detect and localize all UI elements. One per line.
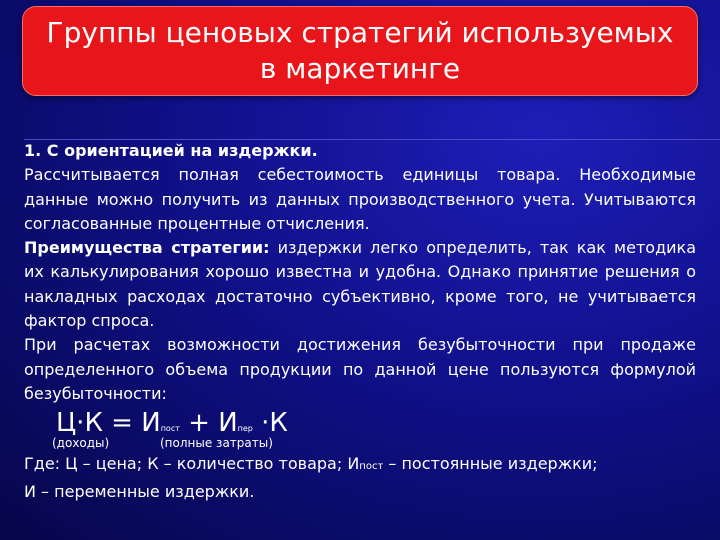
advantages-label: Преимущества стратегии: [24,238,270,258]
slide-body [24,139,696,504]
formula-labels [24,434,696,452]
paragraph-advantages [24,236,696,333]
where-line-1-a: Где: Ц – цена; К – количество товара; И [24,454,360,474]
where-line-1-sub: пост [359,461,384,473]
formula-sub-fixed: пост [160,424,180,434]
paragraph-cost-calculation: Рассчитывается полная себестоимость единицы товара. Необходимые данные можно получить из данных производственного учета. Учитываются согласованные процентные отчисления. [24,165,696,233]
slide-title-box [22,6,698,96]
formula-mid: + И [179,408,238,439]
paragraph-break-even: При расчетах возможности достижения безубыточности при продаже определенного объема продукции по данной цене пользуются формулой безубыточности: [24,335,696,403]
formula-label-costs: (полные затраты) [160,436,273,451]
slide-title: Группы ценовых стратегий используемых в маркетинге [46,16,674,85]
section-heading: 1. С ориентацией на издержки. [24,141,318,160]
formula-lhs: Ц·К = И [56,408,161,439]
where-line-1-b: – постоянные издержки; [383,454,598,474]
advantages-text: издержки легко определить, так как методика их калькулирования хорошо известна и удобна. Однако принятие решения о накладных расходах достаточно субъективно, кроме того, не учитывается фактор спроса. [24,238,696,331]
formula-sub-variable: пер [237,424,253,434]
formula-label-income: (доходы) [52,436,110,451]
where-line-1 [24,452,696,479]
formula-end: ·К [252,408,288,439]
where-line-2: И – переменные издержки. [24,481,255,501]
